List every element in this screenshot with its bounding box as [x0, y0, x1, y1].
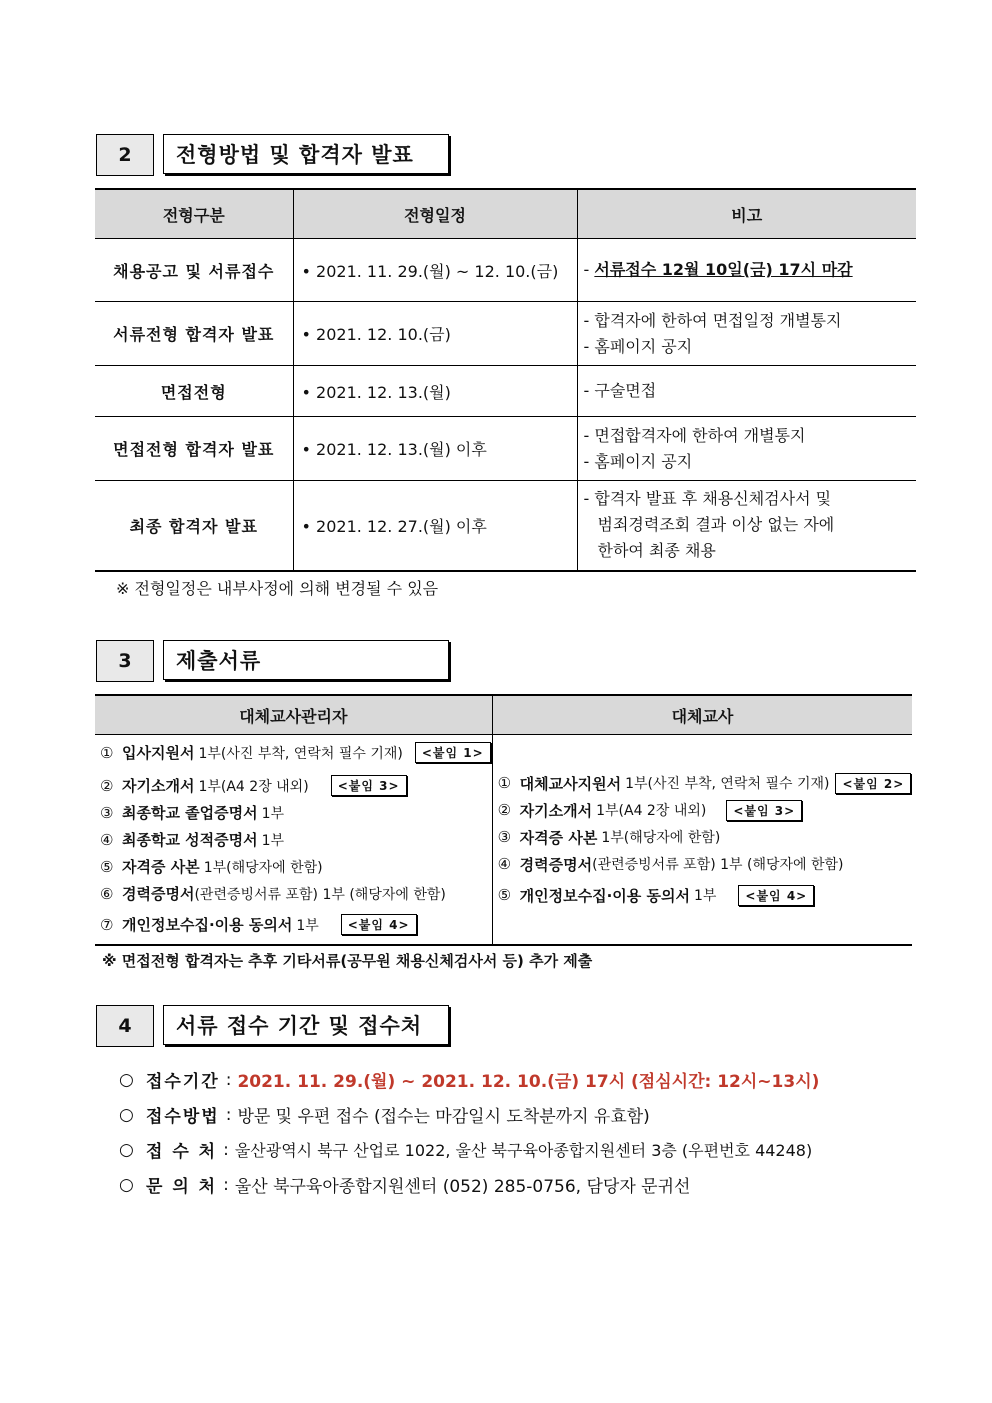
info-value: 울산광역시 북구 산업로 1022, 울산 북구육아종합지원센터 3층 (우편번호 44248): [234, 1141, 813, 1160]
application-place-row: ○ 접 수 처 : 울산광역시 북구 산업로 1022, 울산 북구육아종합지원센터 3층 (우편번호 44248): [119, 1137, 812, 1162]
attachment-badge: <붙임 3>: [726, 800, 802, 821]
table-row: [95, 481, 916, 571]
info-label: 문 의 처: [146, 1177, 218, 1197]
list-item: ④ 최종학교 성적증명서 1부: [100, 830, 285, 849]
note-line: - 합격자에 한하여 면접일정 개별통지: [584, 308, 916, 334]
table-row: [95, 239, 916, 302]
list-item: ① 입사지원서 1부(사진 부착, 연락처 필수 기재) <붙임 1>: [96, 739, 491, 766]
note-line: 한하여 최종 채용: [597, 541, 716, 561]
documents-table: [95, 694, 912, 946]
schedule-table: [95, 188, 916, 572]
deadline-note: 서류접수 12월 10일(금) 17시 마감: [594, 260, 853, 279]
table-header-row: [95, 695, 912, 735]
list-item: ① 대체교사지원서 1부(사진 부착, 연락처 필수 기재) <붙임 2>: [494, 770, 912, 797]
column-header: 대체교사: [492, 695, 912, 735]
section-number: 3: [96, 640, 154, 682]
column-header: 전형일정: [293, 189, 577, 239]
date-cell: • 2021. 12. 27.(월) 이후: [293, 481, 577, 571]
date-cell: • 2021. 11. 29.(월) ~ 12. 10.(금): [293, 239, 577, 302]
note-cell: [577, 239, 916, 302]
schedule-footnote: ※ 전형일정은 내부사정에 의해 변경될 수 있음: [116, 579, 439, 598]
info-label: 접 수 처: [146, 1142, 218, 1162]
note-cell: [577, 366, 916, 417]
circle-bullet-icon: ○: [119, 1104, 134, 1125]
contact-row: ○ 문 의 처 : 울산 북구육아종합지원센터 (052) 285-0756, 담당자 문귀선: [119, 1172, 690, 1197]
manager-docs-cell: [95, 735, 492, 945]
note-line: - 합격자 발표 후 채용신체검사서 및: [584, 486, 916, 512]
note-line: - 홈페이지 공지: [584, 449, 916, 475]
list-item: ⑥ 경력증명서 (관련증빙서류 포함) 1부 (해당자에 한함): [100, 884, 446, 903]
note-line: - 홈페이지 공지: [584, 334, 916, 360]
table-row: [95, 302, 916, 366]
list-item: ④ 경력증명서 (관련증빙서류 포함) 1부 (해당자에 한함): [497, 855, 844, 874]
stage-cell: 면접전형 합격자 발표: [95, 417, 293, 481]
stage-cell: 최종 합격자 발표: [95, 481, 293, 571]
info-label: 접수방법: [146, 1107, 220, 1127]
list-item: ③ 자격증 사본 1부(해당자에 한함): [497, 828, 721, 847]
date-cell: • 2021. 12. 10.(금): [293, 302, 577, 366]
application-period-row: ○ 접수기간 : 2021. 11. 29.(월) ~ 2021. 12. 10.(금) 17시 (점심시간: 12시~13시): [119, 1067, 819, 1092]
section-title: 서류 접수 기간 및 접수처: [163, 1005, 449, 1045]
list-item: ③ 최종학교 졸업증명서 1부: [100, 803, 285, 822]
list-item: ② 자기소개서 1부(A4 2장 내외) <붙임 3>: [96, 772, 491, 799]
note-cell: [577, 417, 916, 481]
section-title: 제출서류: [163, 640, 449, 680]
attachment-badge: <붙임 4>: [341, 914, 417, 935]
table-row: [95, 366, 916, 417]
table-row: [95, 735, 912, 945]
section-number: 4: [96, 1005, 154, 1047]
column-header: 전형구분: [95, 189, 293, 239]
documents-footnote: ※ 면접전형 합격자는 추후 기타서류(공무원 채용신체검사서 등) 추가 제출: [102, 952, 593, 970]
circle-bullet-icon: ○: [119, 1069, 134, 1090]
info-value: 2021. 11. 29.(월) ~ 2021. 12. 10.(금) 17시 (점심시간: 12시~13시): [237, 1072, 820, 1092]
teacher-docs-cell: [492, 735, 912, 945]
note-line: 범죄경력조회 결과 이상 없는 자에: [597, 515, 835, 535]
note-cell: [577, 481, 916, 571]
list-item: ⑤ 자격증 사본 1부(해당자에 한함): [100, 857, 323, 876]
stage-cell: 채용공고 및 서류접수: [95, 239, 293, 302]
section-title: 전형방법 및 합격자 발표: [163, 134, 449, 174]
column-header: 대체교사관리자: [95, 695, 492, 735]
attachment-badge: <붙임 2>: [835, 773, 911, 794]
note-line: - 면접합격자에 한하여 개별통지: [584, 423, 916, 449]
note-cell: [577, 302, 916, 366]
table-header-row: [95, 189, 916, 239]
list-item: ⑦ 개인정보수집·이용 동의서 1부 <붙임 4>: [96, 911, 491, 938]
attachment-badge: <붙임 3>: [331, 775, 407, 796]
section-number: 2: [96, 134, 154, 176]
attachment-badge: <붙임 1>: [415, 742, 491, 763]
date-cell: • 2021. 12. 13.(월): [293, 366, 577, 417]
date-cell: • 2021. 12. 13.(월) 이후: [293, 417, 577, 481]
list-item: ② 자기소개서 1부(A4 2장 내외) <붙임 3>: [494, 797, 912, 824]
stage-cell: 면접전형: [95, 366, 293, 417]
circle-bullet-icon: ○: [119, 1174, 134, 1195]
attachment-badge: <붙임 4>: [738, 885, 814, 906]
circle-bullet-icon: ○: [119, 1139, 134, 1160]
info-value: 방문 및 우편 접수 (접수는 마감일시 도착분까지 유효함): [237, 1107, 650, 1127]
stage-cell: 서류전형 합격자 발표: [95, 302, 293, 366]
info-value: 울산 북구육아종합지원센터 (052) 285-0756, 담당자 문귀선: [234, 1177, 691, 1197]
application-method-row: ○ 접수방법 : 방문 및 우편 접수 (접수는 마감일시 도착분까지 유효함): [119, 1102, 650, 1127]
table-row: [95, 417, 916, 481]
note-line: - 구술면접: [584, 378, 916, 404]
list-item: ⑤ 개인정보수집·이용 동의서 1부 <붙임 4>: [494, 882, 912, 909]
info-label: 접수기간: [146, 1072, 220, 1092]
column-header: 비고: [577, 189, 916, 239]
